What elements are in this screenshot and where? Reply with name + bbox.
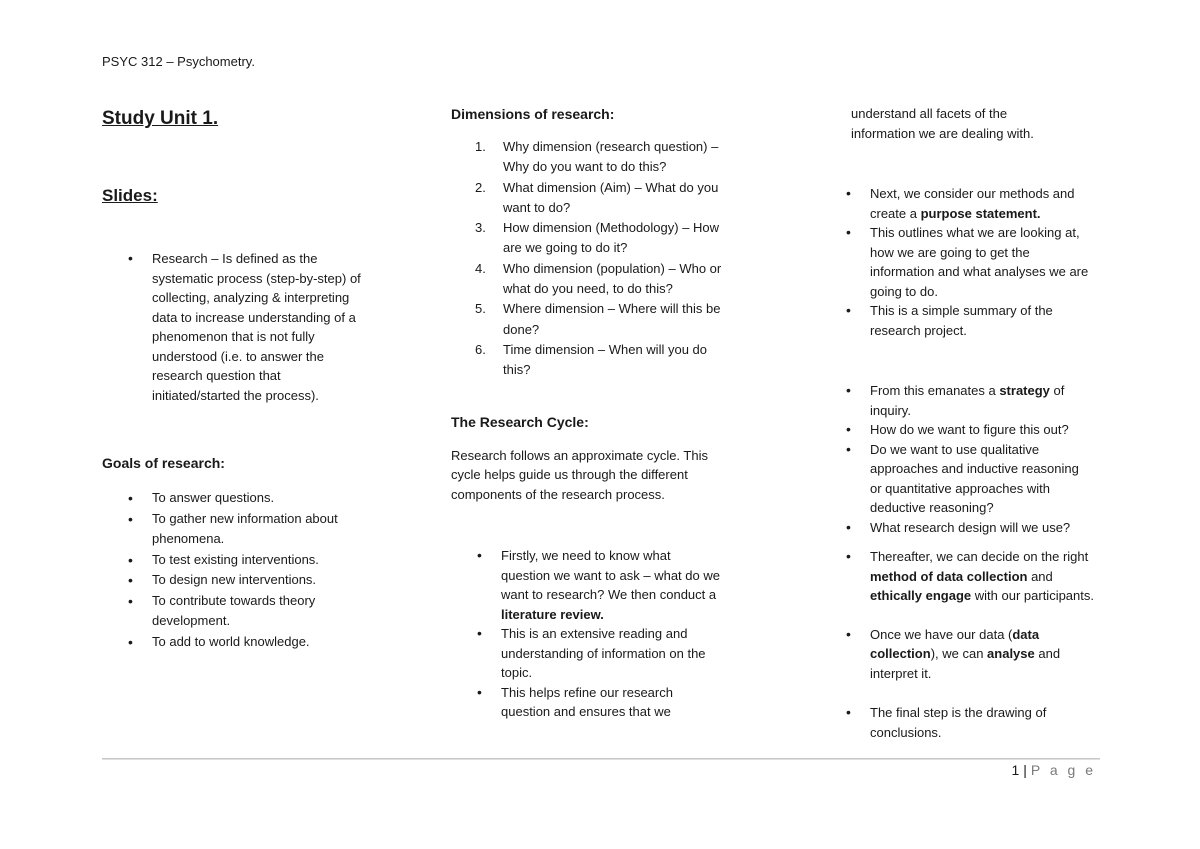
list-item: • To design new interventions. bbox=[102, 570, 392, 591]
dimensions-heading: Dimensions of research: bbox=[451, 106, 615, 122]
footer-separator: | bbox=[1023, 762, 1027, 778]
column-2 bbox=[451, 104, 761, 722]
dimensions-list bbox=[451, 137, 761, 381]
list-item: • Thereafter, we can decide on the right method of data collection and ethically engage with our participants. bbox=[820, 547, 1110, 606]
data-collection-list bbox=[820, 547, 1110, 606]
goals-heading: Goals of research: bbox=[102, 455, 225, 471]
list-item: • To answer questions. bbox=[102, 488, 392, 509]
list-item: 5. Where dimension – Where will this be done? bbox=[475, 301, 721, 337]
methods-list bbox=[820, 184, 1110, 340]
continued-text: understand all facets of the information we are dealing with. bbox=[851, 106, 1034, 141]
list-item: • This outlines what we are looking at, how we are going to get the information and what analyses we are going to do. bbox=[820, 223, 1110, 301]
list-item: • Do we want to use qualitative approaches and inductive reasoning or quantitative approaches with deductive reasoning? bbox=[820, 440, 1110, 518]
list-item: 1. Why dimension (research question) – Why do you want to do this? bbox=[475, 139, 719, 175]
list-item: • Next, we consider our methods and create a purpose statement. bbox=[820, 184, 1110, 223]
conclusion-list bbox=[820, 703, 1110, 742]
page-label: P a g e bbox=[1030, 762, 1096, 778]
list-item: • To test existing interventions. bbox=[102, 550, 392, 571]
list-item: 3. How dimension (Methodology) – How are we going to do it? bbox=[475, 220, 720, 256]
list-item: 4. Who dimension (population) – Who or what do you need, to do this? bbox=[475, 260, 722, 297]
list-item: • Once we have our data (data collection), we can analyse and interpret it. bbox=[820, 625, 1110, 684]
list-item: • Firstly, we need to know what question we want to ask – what do we want to research? We then conduct a literature review. bbox=[451, 546, 761, 624]
page-number: 1 bbox=[1011, 762, 1020, 778]
column-3 bbox=[820, 104, 1110, 742]
analysis-list bbox=[820, 625, 1110, 684]
page-footer bbox=[1011, 762, 1096, 778]
list-item: 6. Time dimension – When will you do this? bbox=[475, 341, 707, 378]
list-item: • This helps refine our research question and ensures that we bbox=[451, 683, 761, 722]
list-item: • To add to world knowledge. bbox=[102, 632, 392, 653]
list-item: • To contribute towards theory development. bbox=[102, 591, 392, 632]
research-definition-list bbox=[102, 249, 392, 405]
footer-divider bbox=[102, 758, 1100, 760]
list-item: • From this emanates a strategy of inquiry. bbox=[820, 381, 1110, 420]
research-cycle-intro: Research follows an approximate cycle. This cycle helps guide us through the different components of the research process. bbox=[451, 447, 708, 502]
list-item: • What research design will we use? bbox=[820, 518, 1110, 538]
list-item: • This is an extensive reading and understanding of information on the topic. bbox=[451, 624, 761, 683]
strategy-list bbox=[820, 381, 1110, 537]
document-header: PSYC 312 – Psychometry. bbox=[102, 54, 255, 69]
slides-heading: Slides: bbox=[102, 186, 158, 205]
column-1 bbox=[102, 106, 392, 652]
study-unit-title: Study Unit 1. bbox=[102, 108, 219, 129]
list-item: • This is a simple summary of the research project. bbox=[820, 301, 1110, 340]
list-item: • How do we want to figure this out? bbox=[820, 420, 1110, 440]
list-item: • The final step is the drawing of conclusions. bbox=[820, 703, 1110, 742]
list-item: • To gather new information about phenomena. bbox=[102, 509, 392, 550]
list-item: • Research – Is defined as the systematic process (step-by-step) of collecting, analyzing & interpreting data to increase understanding of a phenomenon that is not fully understood (i.e. to answer the research question that initiated/started the process). bbox=[102, 249, 392, 405]
goals-list bbox=[102, 488, 392, 652]
research-cycle-heading: The Research Cycle: bbox=[451, 413, 589, 430]
list-item: 2. What dimension (Aim) – What do you want to do? bbox=[475, 179, 719, 215]
research-cycle-list bbox=[451, 546, 761, 722]
